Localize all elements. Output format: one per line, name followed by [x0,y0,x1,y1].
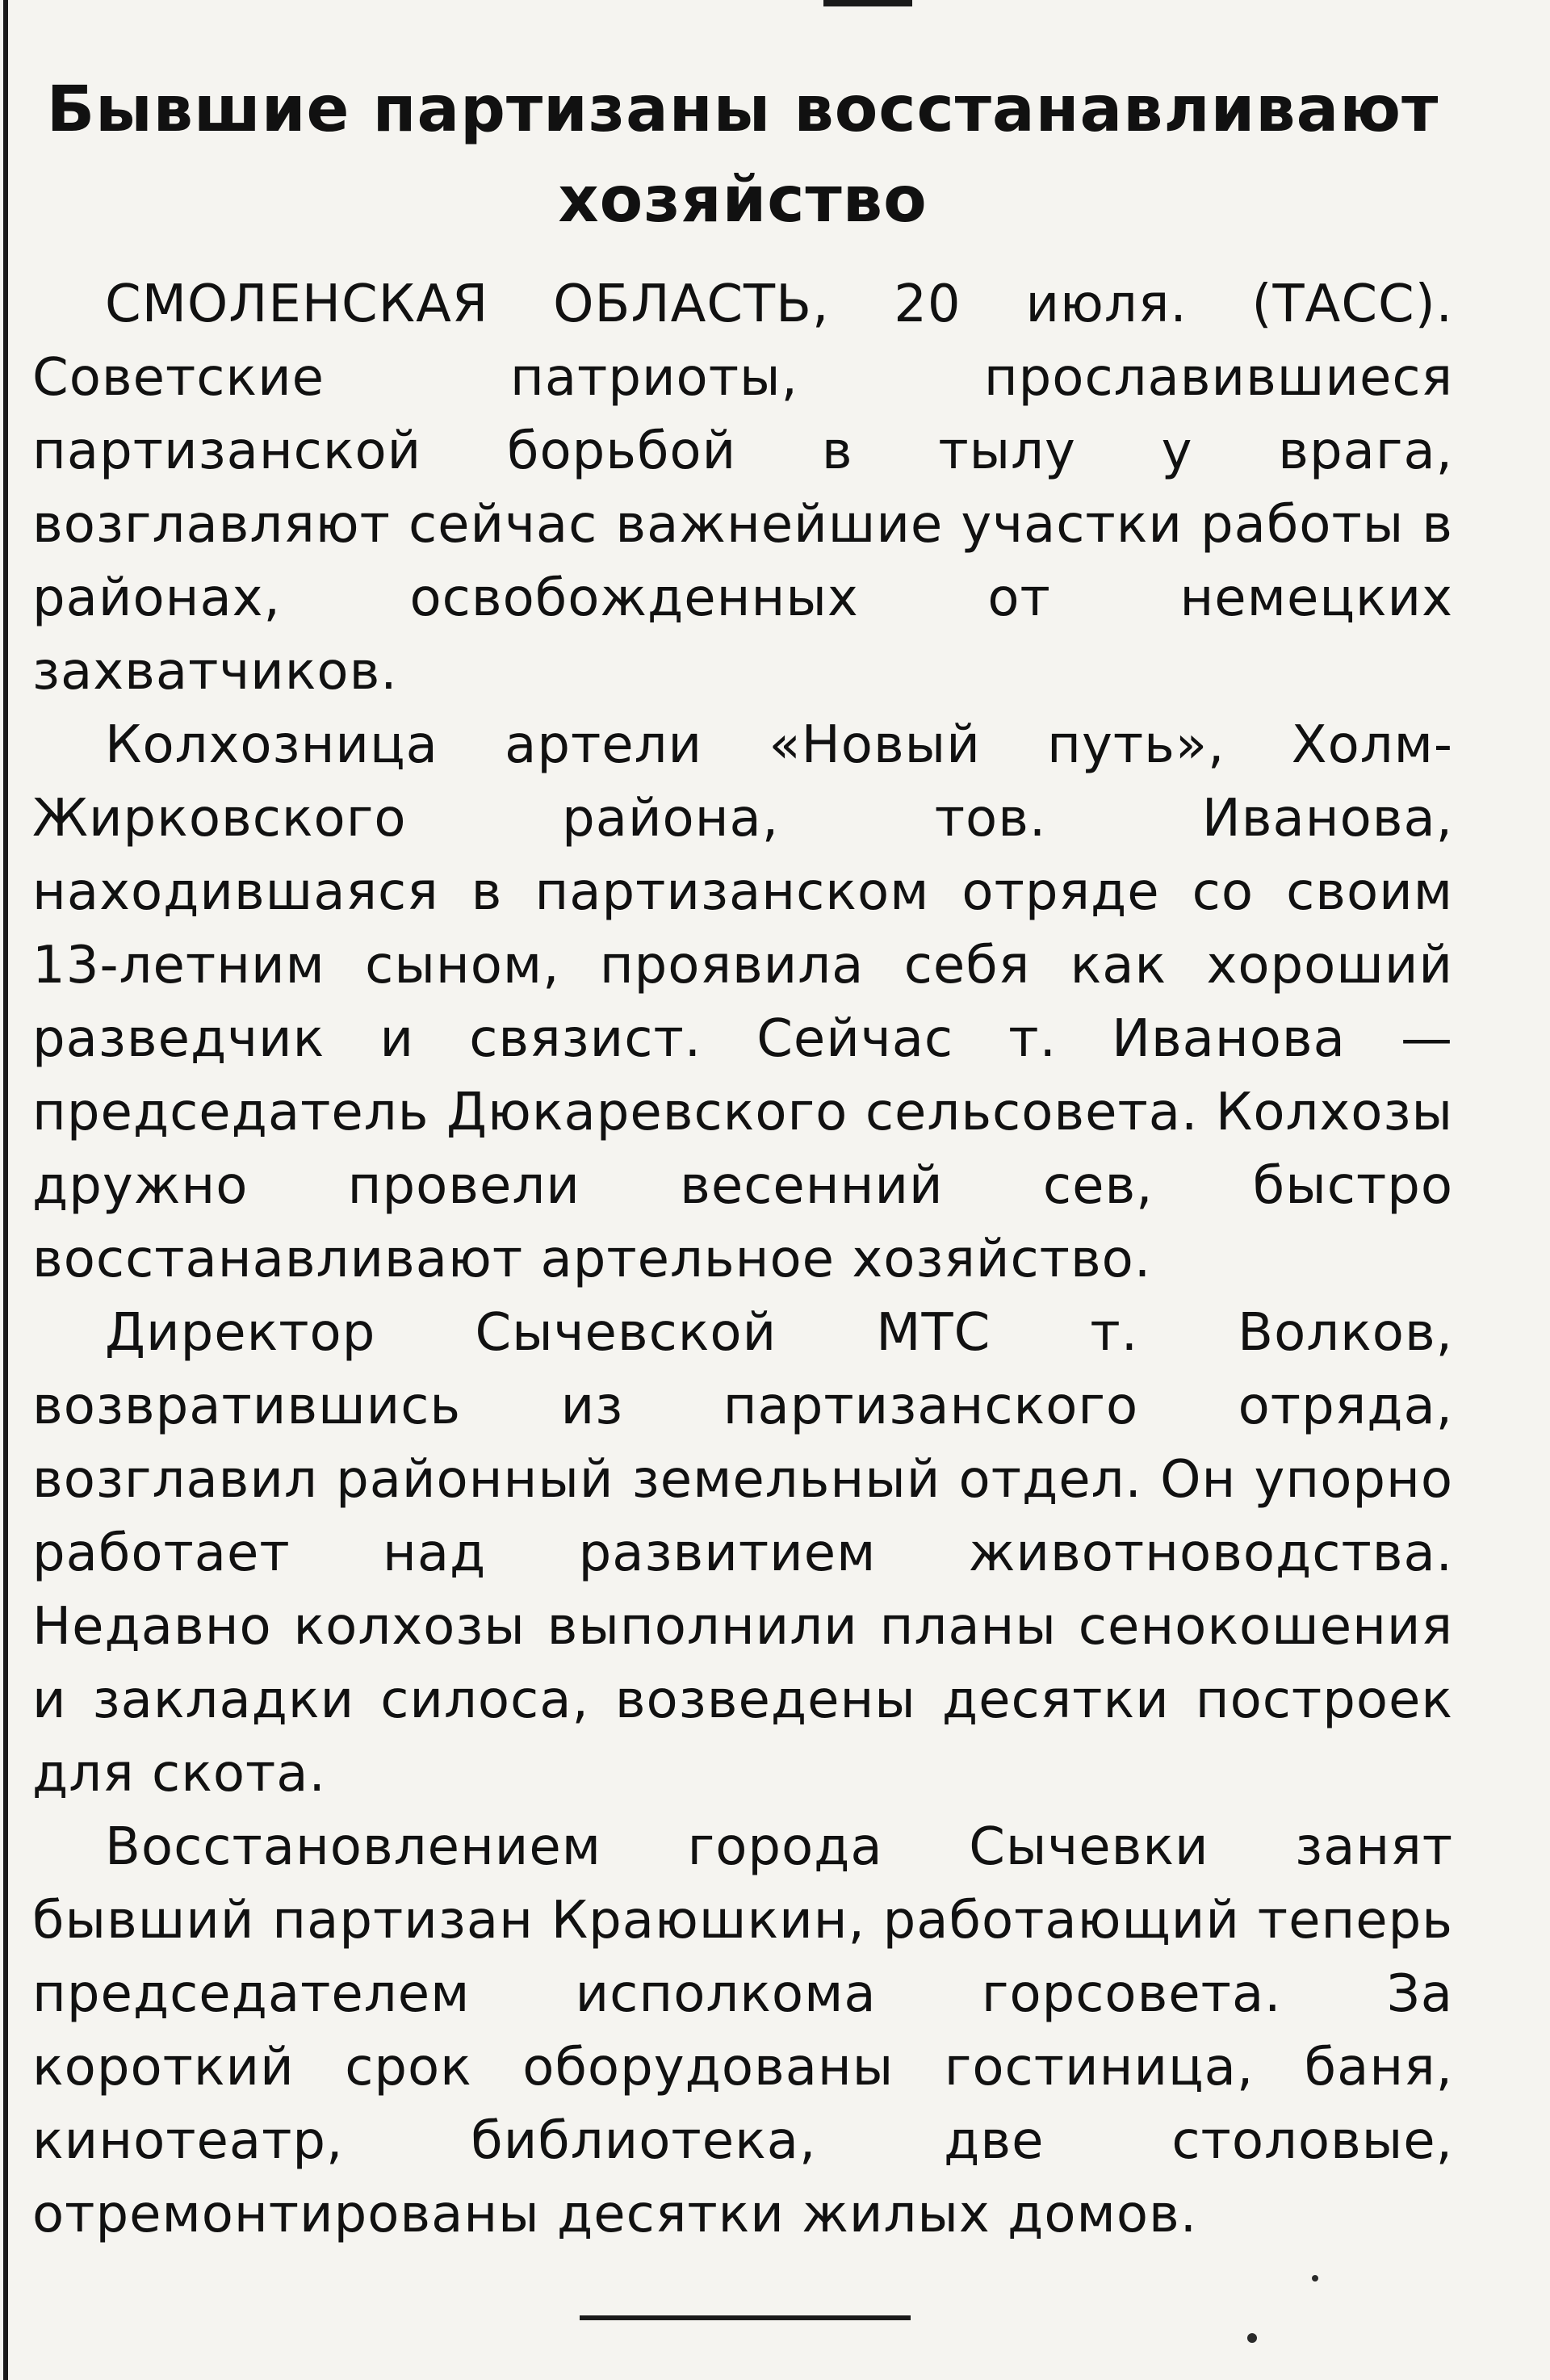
bottom-separator [580,2315,911,2320]
article-headline: Бывшие партизаны восстанавливают хозяйство [46,73,1439,237]
article-paragraph: СМОЛЕНСКАЯ ОБЛАСТЬ, 20 июля. (ТАСС). Советские патриоты, прославившиеся партизанской борьбой в тылу у врага, возглавляют сейчас важнейшие участки работы в районах, освобожденных от немецких захватчиков. [32,274,1453,702]
article-body [32,268,1453,2252]
print-speck [1247,2333,1257,2343]
article-paragraph: Восстановлением города Сычевки занят бывший партизан Краюшкин, работающий теперь председателем исполкома горсовета. За короткий срок оборудованы гостиница, баня, кинотеатр, библиотека, две столовые, отремонтированы десятки жилых домов. [32,1817,1453,2244]
article-paragraph: Директор Сычевской МТС т. Волков, возвратившись из партизанского отряда, возглавил районный земельный отдел. Он упорно работает над развитием животноводства. Недавно колхозы выполнили планы сенокошения и закладки силоса, возведены десятки построек для скота. [32,1303,1453,1804]
article [32,65,1453,2252]
top-separator [823,0,912,6]
column-rule [3,0,8,2380]
print-speck [1312,2275,1318,2282]
article-paragraph: Колхозница артели «Новый путь», Холм-Жирковского района, тов. Иванова, находившаяся в партизанском отряде со своим 13-летним сыном, проявила себя как хороший разведчик и связист. Сейчас т. Иванова — председатель Дюкаревского сельсовета. Колхозы дружно провели весенний сев, быстро восстанавливают артельное хозяйство. [32,715,1453,1289]
